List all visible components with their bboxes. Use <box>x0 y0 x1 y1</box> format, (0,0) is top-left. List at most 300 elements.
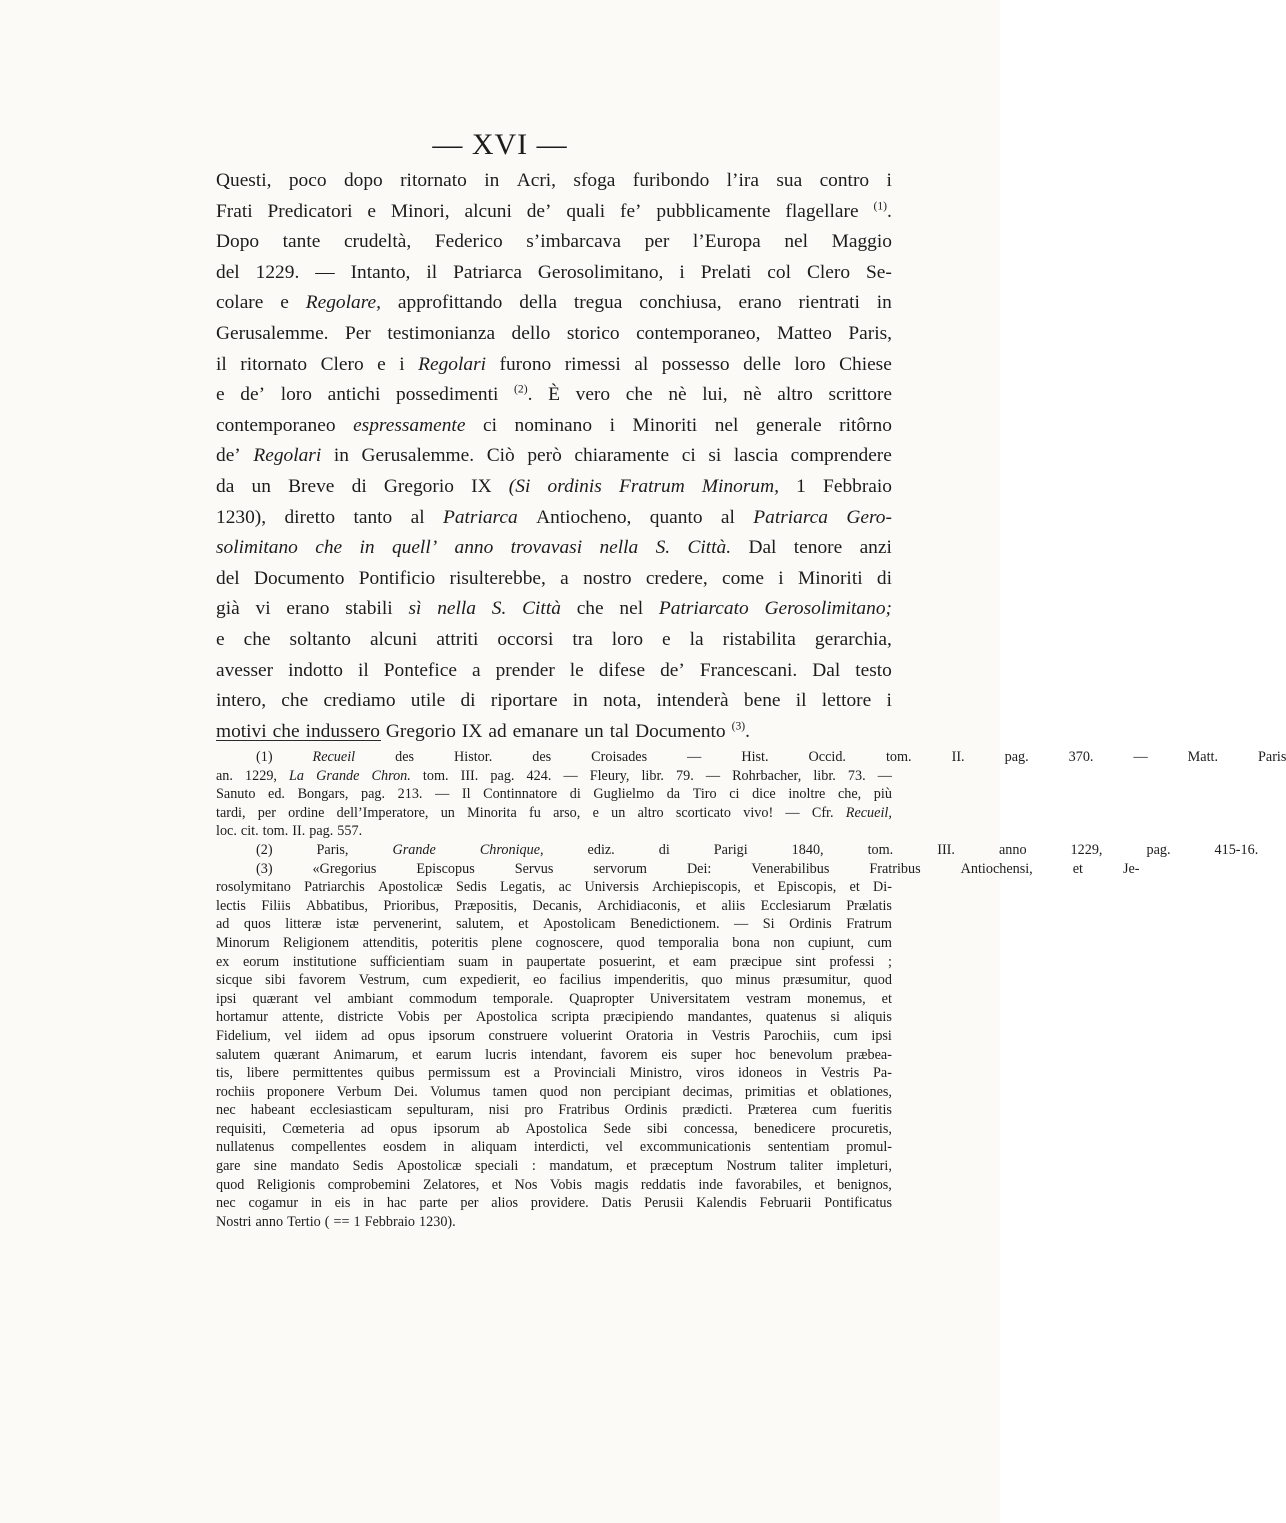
word: Il <box>461 786 471 803</box>
word: anno <box>454 537 494 559</box>
word: servorum <box>593 860 647 877</box>
word: tardi, <box>216 804 246 821</box>
word: comprendere <box>790 445 892 467</box>
word: hoc <box>735 1046 756 1063</box>
word: monemus, <box>806 990 866 1007</box>
word: ed. <box>268 786 285 803</box>
word: del <box>216 567 240 589</box>
word: nec <box>216 1102 236 1119</box>
word: Si <box>762 916 775 933</box>
word: Gero- <box>846 506 892 528</box>
word: pervenerint, <box>373 916 442 933</box>
word: Ciò <box>486 445 515 467</box>
word: intenderà <box>656 690 729 712</box>
word: == <box>333 1213 350 1230</box>
word: Februarii <box>759 1195 812 1212</box>
word: favorabiles, <box>735 1176 802 1193</box>
word: ipsi <box>871 1027 892 1044</box>
word: inde <box>698 1176 723 1193</box>
word: cum <box>422 972 447 989</box>
word: in <box>686 1027 698 1044</box>
text-line <box>216 533 892 564</box>
word: primitias <box>744 1083 796 1100</box>
word: Guglielmo <box>593 786 655 803</box>
word: quærant <box>252 990 299 1007</box>
word: construere <box>488 1027 548 1044</box>
word: — <box>1133 749 1148 765</box>
word: plene <box>491 934 523 951</box>
word: e <box>662 628 671 650</box>
word: Legatis, <box>500 879 546 896</box>
word: eorum <box>242 953 280 970</box>
word: attriti <box>436 628 479 650</box>
word: percipiant <box>613 1083 671 1100</box>
word: ad <box>360 1120 375 1137</box>
word: Febbraio <box>823 475 892 497</box>
word: Patriarca <box>753 506 828 528</box>
word: il <box>426 261 438 283</box>
word: contemporaneo <box>216 414 336 436</box>
word: tom. <box>262 823 289 840</box>
word: Quapropter <box>569 990 634 1007</box>
word: sufficientiam <box>370 953 445 970</box>
word: ex <box>216 953 230 970</box>
word: Dopo <box>216 231 260 253</box>
word: ci <box>482 414 497 436</box>
word: pag. <box>309 823 334 840</box>
word: Abbatibus, <box>306 897 368 914</box>
word: quod <box>616 934 645 951</box>
text-line <box>216 197 892 228</box>
word: i <box>886 170 892 191</box>
word: temporalia <box>658 934 719 951</box>
word: Zelatores, <box>422 1176 480 1193</box>
word: Intanto, <box>350 261 411 283</box>
word: magis <box>594 1176 629 1193</box>
word: testimonianza <box>387 322 496 344</box>
word: mandato <box>290 1158 340 1175</box>
word: de’ <box>216 445 241 467</box>
word: Federico <box>434 231 503 253</box>
word: Vestris <box>711 1027 750 1044</box>
word: (1) <box>256 749 273 765</box>
word: attenditis, <box>362 934 419 951</box>
word: litteræ <box>285 916 322 933</box>
word: di <box>460 690 476 712</box>
word: quali <box>566 200 606 222</box>
word: 1 <box>353 1213 361 1230</box>
word: gare <box>216 1158 241 1175</box>
text-line <box>216 472 892 503</box>
word: ci <box>729 786 740 803</box>
word: Apostolica <box>525 1120 588 1137</box>
word: Tiro <box>692 786 717 803</box>
word: rientrati <box>798 292 860 314</box>
word: s’imbarcava <box>526 231 621 253</box>
word: quibus <box>376 1065 415 1082</box>
word: Animarum, <box>333 1046 399 1063</box>
word: colare <box>216 292 264 314</box>
word: sepulturam, <box>407 1102 474 1119</box>
word: a <box>533 1065 540 1082</box>
word: Benedictionem. <box>630 916 720 933</box>
footnote-line <box>216 953 892 972</box>
word: Pontefice <box>383 659 457 681</box>
word: ipsi <box>216 990 237 1007</box>
word: Vestris <box>820 1065 860 1082</box>
word: Città. <box>687 537 732 559</box>
word: sententiam <box>767 1139 830 1156</box>
word: per <box>460 1195 479 1212</box>
text-line <box>216 656 892 687</box>
word: Gerusalemme. <box>216 322 329 344</box>
word: per <box>644 231 670 253</box>
word: generale <box>755 414 822 436</box>
word: Città <box>522 598 561 620</box>
word: Antiocheno, <box>536 506 632 528</box>
word: nominano <box>514 414 593 436</box>
word: (2) <box>256 841 273 858</box>
footnote-1 <box>216 748 1286 841</box>
word: Parigi <box>713 841 748 858</box>
word: Prælatis <box>846 897 892 914</box>
word: Ecclesiarum <box>760 897 831 914</box>
word: e <box>280 292 289 314</box>
word: an. <box>216 767 233 784</box>
word: Clero <box>806 261 851 283</box>
word: nel <box>714 414 739 436</box>
word: della <box>519 292 557 314</box>
word: riportare <box>490 690 558 712</box>
word: un <box>584 720 604 742</box>
word: il <box>358 659 369 681</box>
word: Pa- <box>873 1065 892 1082</box>
word: aliquam <box>471 1139 517 1156</box>
word: cum <box>867 934 892 951</box>
word: pag. <box>1146 841 1171 858</box>
word: Præpositis, <box>454 897 518 914</box>
word: aliis <box>721 897 746 914</box>
word: Apostolica <box>475 1009 538 1026</box>
word: Dei: <box>686 860 712 877</box>
word: non <box>773 934 795 951</box>
word: non <box>580 1083 602 1100</box>
word: benignos, <box>837 1176 892 1193</box>
word: tal <box>609 720 630 742</box>
word: expedierit, <box>459 972 521 989</box>
word: e <box>216 628 225 650</box>
footnote-line <box>216 934 892 953</box>
word: hortamur <box>216 1009 269 1026</box>
word: un <box>611 804 626 821</box>
word: Vestrum, <box>358 972 410 989</box>
word: nella <box>599 537 639 559</box>
word: et <box>695 897 707 914</box>
word: paupertate <box>526 953 586 970</box>
word: IX <box>471 475 492 497</box>
word: 1230), <box>216 506 267 528</box>
word: 1229, <box>245 767 277 784</box>
footnote-line <box>216 860 1140 879</box>
word: in <box>572 690 588 712</box>
text-line <box>216 503 892 534</box>
word: Cfr. <box>811 804 834 821</box>
word: conchiusa, <box>639 292 722 314</box>
word: in <box>310 1195 322 1212</box>
word: Je- <box>1122 860 1140 877</box>
word: Paris, <box>848 322 892 344</box>
word: impenderitis, <box>613 972 689 989</box>
word: providere. <box>530 1195 589 1212</box>
word: sicque <box>216 972 253 989</box>
word: $^{(2)}$. <box>514 382 533 406</box>
word: ordine <box>288 804 325 821</box>
footnotes <box>216 748 1286 1231</box>
word: difese <box>598 659 646 681</box>
word: permissum <box>428 1065 491 1082</box>
word: quos <box>243 916 271 933</box>
word: 73. <box>847 767 866 784</box>
footnote-line <box>216 1008 892 1027</box>
word: et <box>814 1176 825 1193</box>
footnote-2 <box>216 841 1259 860</box>
word: 213. <box>397 786 423 803</box>
word: al <box>410 506 425 528</box>
word: i <box>778 567 784 589</box>
word: lettore <box>821 690 872 712</box>
text-line <box>216 686 892 717</box>
word: al <box>720 506 735 528</box>
page-number: — XVI — <box>432 128 568 161</box>
word: contro <box>819 170 870 191</box>
word: Dal <box>812 659 841 681</box>
word: eosdem <box>383 1139 427 1156</box>
footnote-3 <box>216 860 1140 1232</box>
word: bona <box>732 934 760 951</box>
text-line <box>216 350 892 381</box>
word: come <box>722 567 764 589</box>
word: ad <box>216 916 230 933</box>
word: fu <box>529 804 541 821</box>
word: : <box>531 1158 536 1175</box>
word: vel <box>605 1139 623 1156</box>
footnote-line <box>216 822 892 841</box>
word: scripta <box>551 1009 590 1026</box>
word: commodum <box>409 990 477 1007</box>
text-line <box>216 441 892 472</box>
word: posuerint, <box>599 953 656 970</box>
word: avesser <box>216 659 274 681</box>
word: de’ <box>526 200 552 222</box>
word: (3) <box>256 860 273 877</box>
word: eis <box>661 1046 678 1063</box>
word: Minori, <box>390 200 450 222</box>
word: quell’ <box>391 537 438 559</box>
word: Recueil, <box>845 804 892 821</box>
word: Patriarca <box>443 506 518 528</box>
word: risulterebbe, <box>449 567 546 589</box>
footnote-line <box>216 841 1259 860</box>
word: Decanis, <box>532 897 582 914</box>
footnote-line <box>216 1046 892 1065</box>
word: Matteo <box>776 322 832 344</box>
word: un <box>440 804 455 821</box>
footnote-line <box>216 990 892 1009</box>
word: Croisades <box>591 749 648 765</box>
word: Universis <box>584 879 639 896</box>
word: intero, <box>216 690 267 712</box>
word: 415-16. <box>1214 841 1259 858</box>
word: — <box>563 767 578 784</box>
word: di <box>876 567 892 589</box>
word: præcipue <box>729 953 782 970</box>
word: in <box>333 445 349 467</box>
word: ediz. <box>587 841 615 858</box>
word: libere <box>246 1065 279 1082</box>
word: vivo! <box>743 804 774 821</box>
word: di <box>569 786 581 803</box>
word: da <box>216 475 235 497</box>
word: reddatis <box>640 1176 686 1193</box>
word: Kalendis <box>696 1195 747 1212</box>
word: in <box>359 537 375 559</box>
word: dice <box>752 786 776 803</box>
word: mandantes, <box>687 1009 752 1026</box>
word: e <box>377 353 386 375</box>
footnote-line <box>216 1194 892 1213</box>
word: tenore <box>793 537 843 559</box>
word: erano <box>738 292 782 314</box>
word: cum <box>833 1027 858 1044</box>
word: Acri, <box>516 170 557 191</box>
word: di <box>351 475 367 497</box>
word: e <box>592 804 599 821</box>
word: che <box>315 537 343 559</box>
footnote-line <box>216 1101 892 1120</box>
word: ritôrno <box>839 414 892 436</box>
word: Ordinis <box>624 1102 668 1119</box>
word: des <box>395 749 415 765</box>
word: per <box>443 1009 462 1026</box>
word: aliquis <box>854 1009 892 1026</box>
word: Religionem <box>283 934 350 951</box>
word: Ministro, <box>629 1065 683 1082</box>
word: scorticato <box>675 804 731 821</box>
word: Maggio <box>831 231 892 253</box>
word: cupiunt, <box>807 934 855 951</box>
word: i <box>399 353 405 375</box>
word: le <box>569 659 584 681</box>
word: $^{(1)}$. <box>873 199 892 222</box>
word: tante <box>282 231 321 253</box>
word: favorem <box>600 1046 648 1063</box>
word: Regolari <box>253 445 322 467</box>
word: Hist. <box>741 749 769 765</box>
word: nota, <box>603 690 642 712</box>
word: II. <box>951 749 965 765</box>
word: tamen <box>492 1083 528 1100</box>
word: di <box>658 841 670 858</box>
word: tanto <box>353 506 393 528</box>
word: Pontificio <box>358 567 436 589</box>
word: motivi <box>216 720 267 742</box>
word: Chron. <box>371 767 411 784</box>
word: loro <box>280 384 312 406</box>
word: attente, <box>282 1009 324 1026</box>
word: pubblicamente <box>656 200 771 222</box>
word: Apostolicam <box>543 916 616 933</box>
word: II. <box>292 823 306 840</box>
word: Cœmeteria <box>282 1120 345 1137</box>
word: 1 <box>796 475 806 497</box>
word: requisiti, <box>216 1120 267 1137</box>
word: favorem <box>298 972 346 989</box>
word: ritornato <box>240 353 308 375</box>
word: ab <box>496 1120 510 1137</box>
text-line <box>216 564 892 595</box>
word: ; <box>887 953 892 970</box>
word: libr. <box>813 767 836 784</box>
word: — <box>315 261 335 283</box>
word: cogamur <box>248 1195 299 1212</box>
text-line <box>216 166 892 197</box>
word: libr. <box>641 767 664 784</box>
word: nec <box>216 1195 236 1212</box>
word: emanare <box>512 720 579 742</box>
word: salutem <box>216 1046 261 1063</box>
word: et <box>518 916 529 933</box>
word: «Gregorius <box>312 860 377 877</box>
word: da <box>666 786 681 803</box>
word: Fidelium, <box>216 1027 271 1044</box>
word: Chronique, <box>479 841 544 858</box>
word: et <box>881 990 892 1007</box>
word: arso, <box>553 804 581 821</box>
footnote-line <box>216 1064 892 1083</box>
word: Archidiaconis, <box>597 897 681 914</box>
word: soltanto <box>289 628 351 650</box>
word: Fratrum <box>618 475 685 497</box>
word: Di- <box>873 879 892 896</box>
footnote-line <box>216 1120 892 1139</box>
word: institutione <box>292 953 357 970</box>
word: Fleury, <box>589 767 630 784</box>
word: i <box>609 414 615 436</box>
word: in <box>443 1139 455 1156</box>
word: nullatenus <box>216 1139 275 1156</box>
word: salutem, <box>456 916 504 933</box>
word: Episcopis, <box>777 879 837 896</box>
text-line <box>216 319 892 350</box>
word: ritornato <box>400 170 467 191</box>
word: Bongars, <box>297 786 349 803</box>
word: crudeltà, <box>343 231 412 253</box>
word: professi <box>829 953 875 970</box>
word: l’ira <box>726 170 759 191</box>
word: ac <box>558 879 572 896</box>
word: Grande <box>392 841 436 858</box>
word: Vobis <box>397 1009 430 1026</box>
word: mandatum, <box>549 1158 613 1175</box>
word: Per <box>345 322 371 344</box>
word: IX <box>461 720 483 742</box>
word: anno <box>998 841 1027 858</box>
word: quærant <box>273 1046 320 1063</box>
word: Apostolicæ <box>396 1158 462 1175</box>
word: præceptum <box>650 1158 714 1175</box>
word: 1229. <box>255 261 300 283</box>
text-line <box>216 717 892 748</box>
